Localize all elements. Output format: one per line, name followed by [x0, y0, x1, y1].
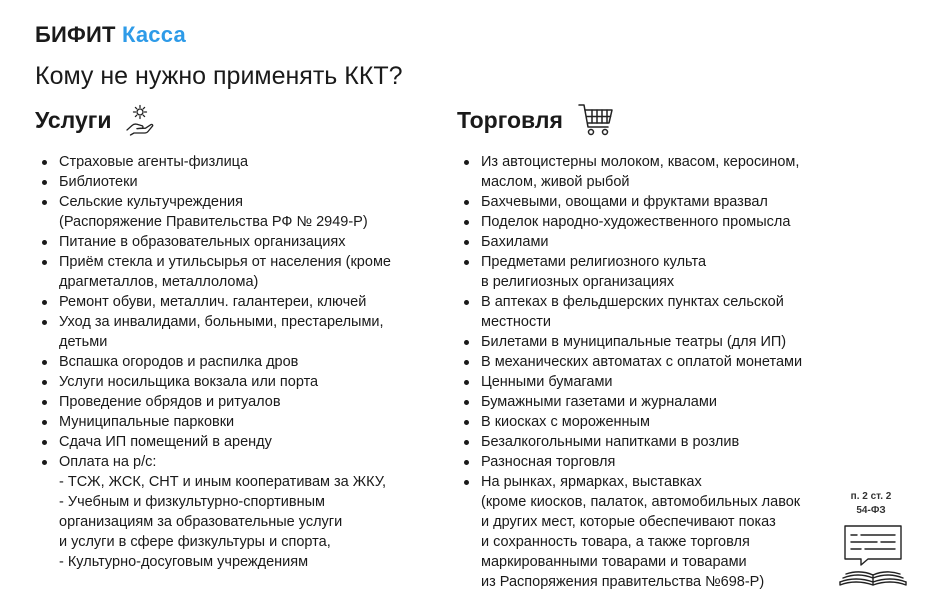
law-reference-law: 54-ФЗ — [856, 505, 886, 516]
trade-item-text: Бахилами — [481, 234, 549, 250]
trade-heading: Торговля — [457, 106, 563, 133]
service-item-text: Уход за инвалидами, больными, престарелыми, — [59, 314, 384, 330]
trade-item-text: из Распоряжения правительства №698-Р) — [481, 574, 765, 590]
service-item — [35, 372, 435, 392]
service-item — [35, 232, 435, 252]
trade-item-text: Разносная торговля — [481, 454, 616, 470]
service-item-text: Оплата на р/с: — [59, 454, 157, 470]
trade-item — [457, 472, 837, 592]
trade-header — [457, 100, 837, 140]
trade-item-text: В аптеках в фельдшерских пунктах сельской — [481, 294, 784, 310]
trade-item — [457, 392, 837, 412]
service-item — [35, 452, 435, 572]
service-item-text: Питание в образовательных организациях — [59, 234, 346, 250]
trade-item-text: маркированными товарами и товарами — [481, 554, 747, 570]
trade-item-text: На рынках, ярмарках, выставках — [481, 474, 702, 490]
services-heading: Услуги — [35, 106, 112, 133]
trade-item-text: (кроме киосков, палаток, автомобильных лавок — [481, 494, 801, 510]
service-item-text: Страховые агенты-физлица — [59, 154, 249, 170]
trade-item — [457, 292, 837, 332]
service-item — [35, 352, 435, 372]
service-item-text: Вспашка огородов и распилка дров — [59, 354, 299, 370]
trade-item — [457, 152, 837, 192]
trade-item-text: Из автоцистерны молоком, квасом, керосином, — [481, 154, 800, 170]
service-item — [35, 152, 435, 172]
trade-item-text: Предметами религиозного культа — [481, 254, 707, 270]
trade-item — [457, 352, 837, 372]
service-item-text: Проведение обрядов и ритуалов — [59, 394, 281, 410]
service-item-text: Сдача ИП помещений в аренду — [59, 434, 272, 450]
service-item — [35, 432, 435, 452]
brand-accent: Касса — [121, 22, 186, 47]
service-item-text: - Учебным и физкультурно-спортивным — [59, 494, 325, 510]
trade-item-text: Поделок народно-художественного промысла — [481, 214, 791, 230]
trade-item — [457, 332, 837, 352]
service-item-text: Приём стекла и утильсырья от населения (кроме — [59, 254, 391, 270]
trade-item-text: Бумажными газетами и журналами — [481, 394, 717, 410]
law-reference — [832, 490, 910, 518]
trade-column — [457, 100, 837, 592]
law-reference-article: п. 2 ст. 2 — [850, 491, 892, 502]
service-item-text: Библиотеки — [59, 174, 138, 190]
service-item-text: Услуги носильщика вокзала или порта — [59, 374, 319, 390]
trade-list — [457, 152, 837, 592]
trade-item-text: Бахчевыми, овощами и фруктами вразвал — [481, 194, 768, 210]
brand-logo — [35, 22, 186, 48]
service-item — [35, 172, 435, 192]
service-item — [35, 192, 435, 232]
trade-item — [457, 192, 837, 212]
trade-item-text: В механических автоматах с оплатой монетами — [481, 354, 803, 370]
trade-item-text: маслом, живой рыбой — [481, 174, 630, 190]
service-item-text: - Культурно-досуговым учреждениям — [59, 554, 309, 570]
services-header — [35, 100, 435, 140]
trade-item-text: и сохранность товара, а также торговля — [481, 534, 750, 550]
service-item — [35, 312, 435, 352]
service-item-text: Ремонт обуви, металлич. галантереи, ключей — [59, 294, 367, 310]
page-title: Кому не нужно применять ККТ? — [35, 62, 403, 90]
trade-item-text: Ценными бумагами — [481, 374, 613, 390]
trade-item — [457, 252, 837, 292]
trade-item-text: Безалкогольными напитками в розлив — [481, 434, 740, 450]
trade-item-text: В киосках с мороженным — [481, 414, 650, 430]
trade-item — [457, 232, 837, 252]
open-book-chat-icon — [838, 522, 908, 590]
service-item-text: Муниципальные парковки — [59, 414, 235, 430]
trade-item — [457, 432, 837, 452]
trade-item — [457, 452, 837, 472]
service-item — [35, 252, 435, 292]
service-item-text: детьми — [59, 334, 108, 350]
service-item-text: (Распоряжение Правительства РФ № 2949-Р) — [59, 214, 368, 230]
trade-item — [457, 412, 837, 432]
trade-item-text: в религиозных организациях — [481, 274, 675, 290]
trade-item — [457, 372, 837, 392]
service-item-text: и услуги в сфере физкультуры и спорта, — [59, 534, 331, 550]
service-item-text: Сельские культучреждения — [59, 194, 243, 210]
hand-gear-icon — [125, 103, 155, 137]
service-item-text: драгметаллов, металлолома) — [59, 274, 259, 290]
trade-item — [457, 212, 837, 232]
service-item-text: - ТСЖ, ЖСК, СНТ и иным кооперативам за ЖКУ, — [59, 474, 387, 490]
service-item-text: организациям за образовательные услуги — [59, 514, 343, 530]
service-item — [35, 392, 435, 412]
service-item — [35, 292, 435, 312]
shopping-cart-icon — [577, 102, 615, 138]
services-list — [35, 152, 435, 572]
brand-name: БИФИТ — [35, 22, 116, 47]
trade-item-text: Билетами в муниципальные театры (для ИП) — [481, 334, 787, 350]
trade-item-text: местности — [481, 314, 551, 330]
trade-item-text: и других мест, которые обеспечивают показ — [481, 514, 776, 530]
services-column — [35, 100, 435, 572]
service-item — [35, 412, 435, 432]
